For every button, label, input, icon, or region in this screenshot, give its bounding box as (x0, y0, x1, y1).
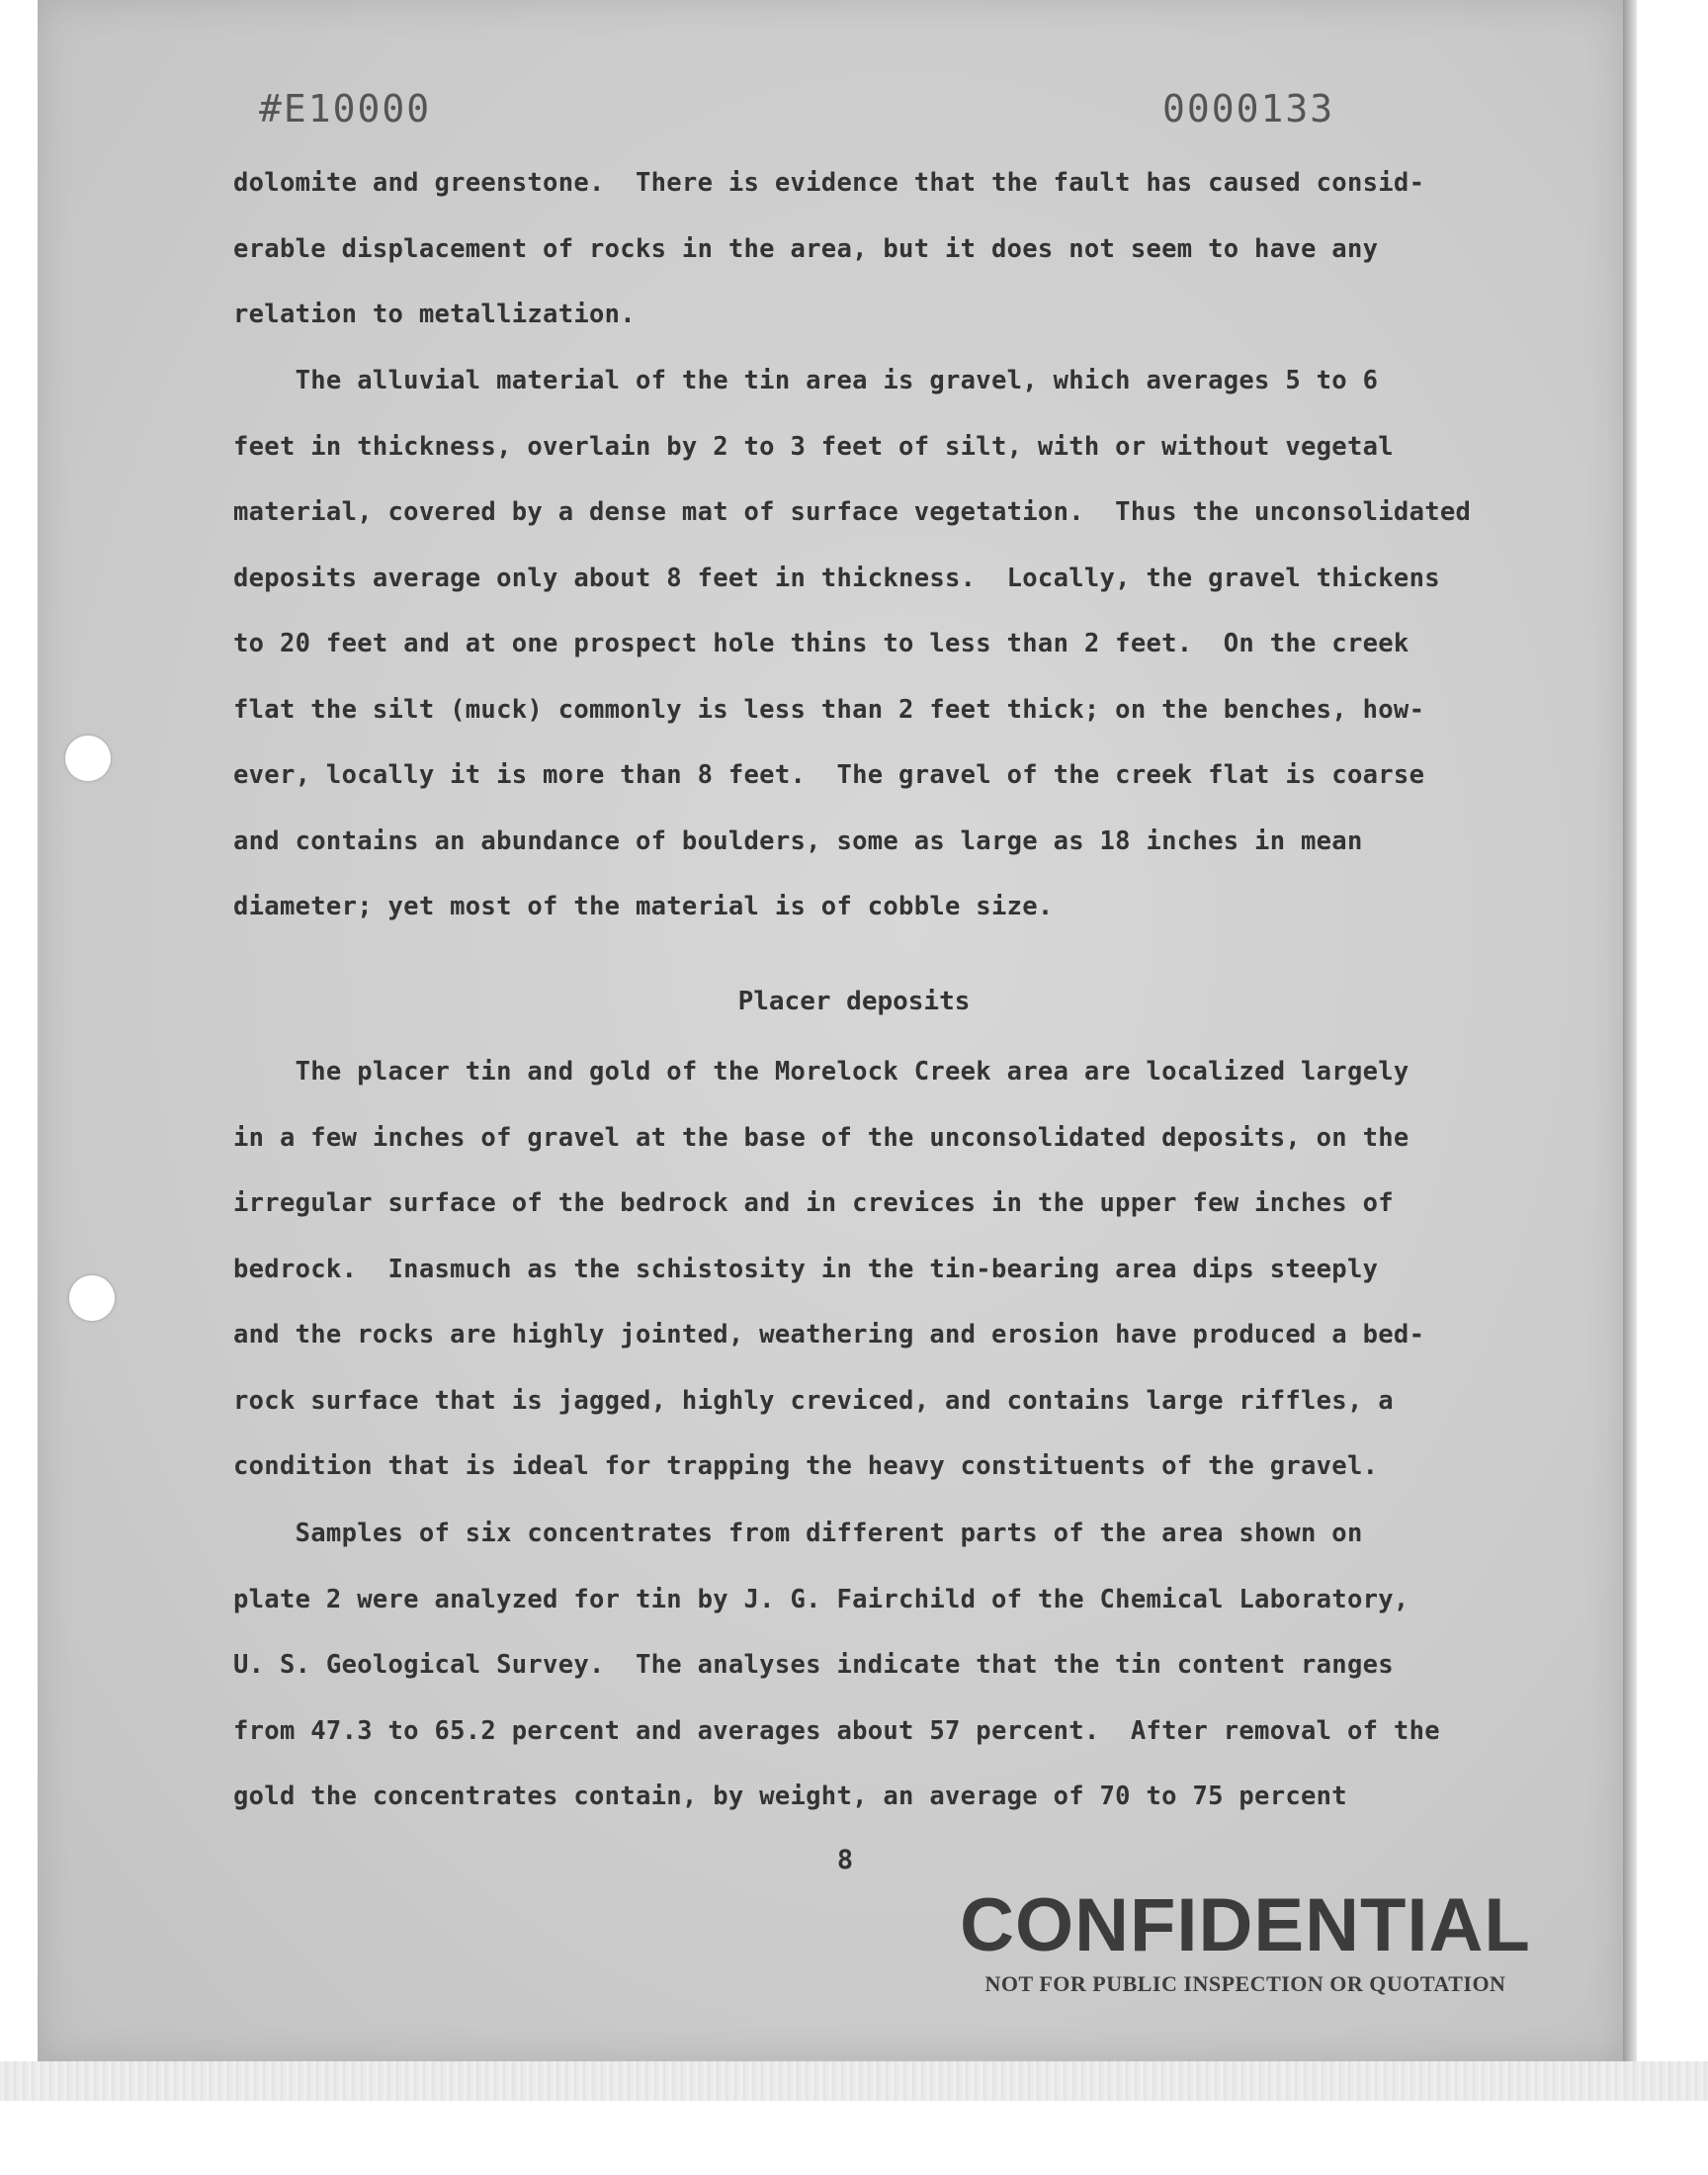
text-line: plate 2 were analyzed for tin by J. G. Fairchild of the Chemical Laboratory, (233, 1584, 1409, 1614)
text-line: and contains an abundance of boulders, some as large as 18 inches in mean (233, 826, 1363, 856)
page-number: 8 (836, 1845, 854, 1875)
text-line: flat the silt (muck) commonly is less than 2 feet thick; on the benches, how- (233, 694, 1425, 725)
paragraph-4 (233, 1501, 1558, 1830)
text-line: material, covered by a dense mat of surface vegetation. Thus the unconsolidated (233, 497, 1472, 527)
paragraph-2 (233, 348, 1558, 940)
text-line: U. S. Geological Survey. The analyses indicate that the tin content ranges (233, 1650, 1394, 1680)
text-line: relation to metallization. (233, 300, 636, 329)
page-edge (1623, 0, 1637, 2061)
text-line: The placer tin and gold of the Morelock Creek area are localized largely (233, 1057, 1409, 1087)
punch-hole (69, 1275, 115, 1321)
header-left-code: #E10000 (259, 87, 432, 130)
scan-bottom-strip (0, 2061, 1708, 2101)
text-line: and the rocks are highly jointed, weathering and erosion have produced a bed- (233, 1320, 1425, 1349)
text-line: gold the concentrates contain, by weight, an average of 70 to 75 percent (233, 1782, 1347, 1811)
paragraph-3 (233, 1039, 1558, 1500)
text-line: from 47.3 to 65.2 percent and averages about 57 percent. After removal of the (233, 1715, 1440, 1746)
text-line: rock surface that is jagged, highly creviced, and contains large riffles, a (233, 1385, 1394, 1416)
text-line: to 20 feet and at one prospect hole thins to less than 2 feet. On the creek (233, 629, 1409, 658)
text-line: in a few inches of gravel at the base of the unconsolidated deposits, on the (233, 1122, 1409, 1153)
text-line: feet in thickness, overlain by 2 to 3 feet of silt, with or without vegetal (233, 431, 1394, 462)
punch-hole (65, 736, 111, 781)
text-line: dolomite and greenstone. There is evidence that the fault has caused consid- (233, 168, 1425, 198)
text-line: erable displacement of rocks in the area, but it does not seem to have any (233, 233, 1379, 264)
text-line: deposits average only about 8 feet in thickness. Locally, the gravel thickens (233, 563, 1440, 593)
header-right-code: 0000133 (1162, 87, 1335, 130)
text-line: diameter; yet most of the material is of cobble size. (233, 892, 1054, 921)
text-line: Samples of six concentrates from different parts of the area shown on (233, 1519, 1363, 1548)
confidential-stamp-subtitle: NOT FOR PUBLIC INSPECTION OR QUOTATION (984, 1971, 1506, 1996)
text-line: irregular surface of the bedrock and in crevices in the upper few inches of (233, 1188, 1394, 1218)
text-line: bedrock. Inasmuch as the schistosity in the tin-bearing area dips steeply (233, 1254, 1379, 1284)
section-heading: Placer deposits (737, 987, 971, 1016)
text-line: ever, locally it is more than 8 feet. The gravel of the creek flat is coarse (233, 760, 1425, 790)
confidential-stamp: CONFIDENTIAL (960, 1883, 1531, 1967)
text-line: The alluvial material of the tin area is gravel, which averages 5 to 6 (233, 366, 1379, 395)
paragraph-1 (233, 150, 1558, 348)
text-line: condition that is ideal for trapping the heavy constituents of the gravel. (233, 1451, 1379, 1481)
